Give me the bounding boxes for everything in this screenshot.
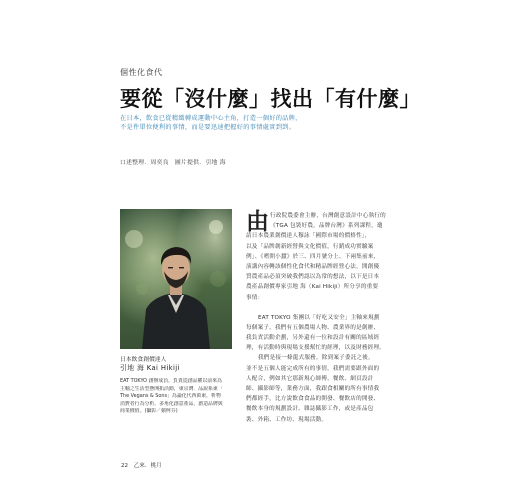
body-line: 裝、外箱、工作坊、現場活動。 — [246, 416, 328, 423]
body-line: 事情： — [246, 294, 264, 301]
caption-line: EAT TOKYO 創辦成員，負責從創品權以前來為 — [120, 378, 222, 384]
body-line: 餐飲本身的規劃設計、雜誌攝影工作，或是產品包 — [246, 406, 374, 413]
body-line: 並不是五個人能完成所有的事情，我們需要跟外面的 — [246, 365, 380, 372]
body-line: 理，有活動時與現場支援幫忙的經理，以及財務經理。 — [246, 345, 386, 352]
body-line: 演講內容轉該個性化食代和精品牌經營心法，開創優 — [246, 263, 380, 270]
subtitle-line: 在日本，飲食已從精緻轉成運動中心主角，打造一個好的品牌， — [120, 115, 302, 122]
caption-line: 主軸之生活型態開拓活動，東京灣．品說系東「 — [120, 385, 223, 392]
caption-line: 商業價值。(攝影／蘋柯芬) — [120, 408, 178, 415]
body-line: 例」、《嗜開小蠶》於三、四月號分上、下兩集前來， — [246, 253, 380, 260]
body-line: 《TGA 包裝好農，品牌台灣》系列課程，邀 — [270, 223, 383, 230]
subtitle-line: 不是件單位便利的事情，而是要迅速把握好的事情處實到到。 — [120, 124, 296, 131]
caption-line: The Vegans & Sons」為論化代西萬東，析物 — [120, 393, 221, 400]
caption-line: 消費者行為分析，多角化創意產品，創造品牌與 — [120, 400, 223, 407]
page-footer: 22 乙來．桃月 — [121, 463, 162, 469]
credits: 口述整理．周奕良 圖片提供．引地 海 — [120, 160, 226, 166]
subtitle — [120, 114, 420, 132]
portrait-photo — [120, 209, 232, 349]
drop-cap: 由 — [246, 208, 269, 235]
body-line: 我負責活動企劃，另外還有一位和設計有關的區域經 — [246, 335, 380, 342]
body-line: 請日本農業創價達人穆詠「國際市場的價格性」， — [246, 233, 371, 240]
body-line: 人配合，例如其它那新規心師傅、餐飲、網頁設計 — [246, 375, 374, 382]
caption-title: 日本飲食創價達人 — [120, 357, 167, 363]
body-line: 質農產品必須突破我們認以為常的想法，以下是日本 — [246, 274, 380, 281]
body-line: 我們是接一條龍式服務，除到案子委託之後， — [258, 355, 374, 362]
body-line: 以及「品牌創新經營與文化價值，行銷成功實驗案 — [246, 243, 374, 250]
body-line: 們都經手，比方說飲食食品的開發、餐飲店的開發、 — [246, 396, 380, 403]
section-label: 個性化食代 — [120, 68, 163, 77]
body-line: EAT TOKYO 集團以「好吃又安全」主軸來規劃 — [258, 314, 380, 321]
article-body — [246, 208, 406, 425]
body-line: 農產品創價專家引地 海（Kai Hikiji）所分享的重要 — [246, 284, 379, 291]
body-line: 師、攝影師等，業務方面，我跟食相關的所有事情我 — [246, 386, 380, 392]
caption-body — [120, 378, 232, 416]
body-line: 每個案子，我們有五個農場人物、農業界的是創辦、 — [246, 324, 380, 331]
caption-name: 引地 海 Kai Hikiji — [120, 364, 180, 372]
page-title: 要從「沒什麼」找出「有什麼」 — [120, 86, 421, 111]
body-line: 行政院農委會主辦，台灣創意設計中心執行的 — [270, 213, 386, 219]
